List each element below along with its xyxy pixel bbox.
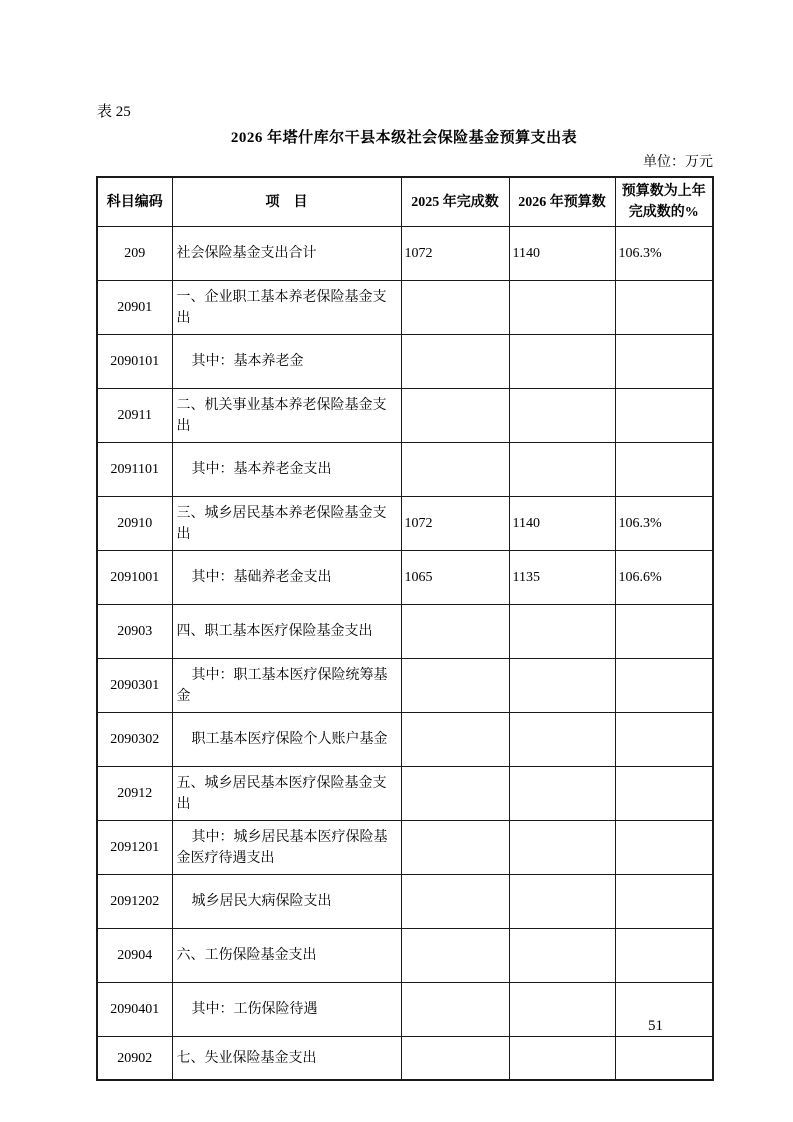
unit-label: 单位：万元 [643, 155, 713, 170]
cell-2026-value [509, 443, 615, 497]
cell-2025-value [401, 821, 509, 875]
table-row [97, 767, 713, 821]
cell-code: 2090302 [97, 713, 172, 767]
cell-item: 七、失业保险基金支出 [172, 1037, 401, 1081]
cell-item: 三、城乡居民基本养老保险基金支出 [172, 497, 401, 551]
cell-2026-value: 1135 [509, 551, 615, 605]
table-row [97, 281, 713, 335]
cell-item: 四、职工基本医疗保险基金支出 [172, 605, 401, 659]
cell-ratio-value [615, 659, 713, 713]
table-row [97, 1037, 713, 1081]
cell-ratio-value [615, 713, 713, 767]
table-row [97, 335, 713, 389]
table-row [97, 389, 713, 443]
cell-item: 六、工伤保险基金支出 [172, 929, 401, 983]
cell-2025-value [401, 335, 509, 389]
cell-item: 其中：城乡居民基本医疗保险基金医疗待遇支出 [172, 821, 401, 875]
cell-ratio-value [615, 443, 713, 497]
cell-item: 五、城乡居民基本医疗保险基金支出 [172, 767, 401, 821]
cell-item: 其中：基础养老金支出 [172, 551, 401, 605]
table-row [97, 227, 713, 281]
cell-2025-value [401, 443, 509, 497]
table-row [97, 713, 713, 767]
cell-2025-value: 1065 [401, 551, 509, 605]
cell-2025-value [401, 659, 509, 713]
cell-2026-value [509, 1037, 615, 1081]
cell-code: 20902 [97, 1037, 172, 1081]
cell-code: 2090101 [97, 335, 172, 389]
cell-2026-value [509, 605, 615, 659]
cell-ratio-value [615, 821, 713, 875]
cell-2026-value [509, 821, 615, 875]
column-header-2025: 2025 年完成数 [401, 177, 509, 227]
cell-code: 2091101 [97, 443, 172, 497]
cell-item: 社会保险基金支出合计 [172, 227, 401, 281]
header-row [97, 177, 713, 227]
cell-ratio-value [615, 929, 713, 983]
table-number-label: 表 25 [97, 104, 131, 120]
table-row [97, 929, 713, 983]
cell-2025-value [401, 875, 509, 929]
cell-2025-value [401, 983, 509, 1037]
table-body [97, 227, 713, 1081]
cell-2025-value: 1072 [401, 497, 509, 551]
cell-ratio-value [615, 767, 713, 821]
cell-code: 20912 [97, 767, 172, 821]
cell-2026-value [509, 983, 615, 1037]
column-header-ratio: 预算数为上年完成数的% [615, 177, 713, 227]
cell-item: 城乡居民大病保险支出 [172, 875, 401, 929]
table-row [97, 551, 713, 605]
cell-2025-value [401, 281, 509, 335]
cell-code: 2091201 [97, 821, 172, 875]
table-row [97, 983, 713, 1037]
cell-ratio-value [615, 1037, 713, 1081]
cell-code: 209 [97, 227, 172, 281]
cell-2026-value: 1140 [509, 227, 615, 281]
page-title: 2026 年塔什库尔干县本级社会保险基金预算支出表 [230, 130, 578, 146]
cell-2025-value [401, 713, 509, 767]
table-row [97, 875, 713, 929]
column-header-2026: 2026 年预算数 [509, 177, 615, 227]
cell-2026-value: 1140 [509, 497, 615, 551]
cell-ratio-value: 106.6% [615, 551, 713, 605]
cell-2026-value [509, 335, 615, 389]
cell-code: 2091001 [97, 551, 172, 605]
table-row [97, 497, 713, 551]
cell-item: 职工基本医疗保险个人账户基金 [172, 713, 401, 767]
cell-2026-value [509, 389, 615, 443]
table-row [97, 443, 713, 497]
cell-2026-value [509, 875, 615, 929]
column-header-item: 项 目 [172, 177, 401, 227]
budget-table [96, 176, 714, 1081]
cell-ratio-value [615, 335, 713, 389]
cell-item: 二、机关事业基本养老保险基金支出 [172, 389, 401, 443]
cell-item: 其中：基本养老金支出 [172, 443, 401, 497]
cell-2025-value [401, 1037, 509, 1081]
cell-code: 20904 [97, 929, 172, 983]
cell-ratio-value [615, 983, 713, 1037]
cell-2025-value [401, 767, 509, 821]
cell-2025-value [401, 389, 509, 443]
table-row [97, 659, 713, 713]
cell-code: 2091202 [97, 875, 172, 929]
cell-2026-value [509, 659, 615, 713]
cell-ratio-value: 106.3% [615, 227, 713, 281]
cell-code: 20911 [97, 389, 172, 443]
cell-2026-value [509, 767, 615, 821]
cell-code: 20903 [97, 605, 172, 659]
cell-ratio-value [615, 281, 713, 335]
table-row [97, 605, 713, 659]
column-header-code: 科目编码 [97, 177, 172, 227]
cell-item: 其中：工伤保险待遇 [172, 983, 401, 1037]
table-header [97, 177, 713, 227]
cell-2025-value: 1072 [401, 227, 509, 281]
cell-item: 其中：基本养老金 [172, 335, 401, 389]
cell-2025-value [401, 605, 509, 659]
page-number: 51 [648, 1018, 663, 1034]
cell-item: 一、企业职工基本养老保险基金支出 [172, 281, 401, 335]
cell-2025-value [401, 929, 509, 983]
cell-code: 20901 [97, 281, 172, 335]
cell-ratio-value [615, 875, 713, 929]
cell-2026-value [509, 281, 615, 335]
cell-ratio-value: 106.3% [615, 497, 713, 551]
cell-2026-value [509, 713, 615, 767]
cell-code: 2090401 [97, 983, 172, 1037]
cell-item: 其中：职工基本医疗保险统筹基金 [172, 659, 401, 713]
cell-ratio-value [615, 605, 713, 659]
cell-code: 20910 [97, 497, 172, 551]
cell-ratio-value [615, 389, 713, 443]
table-row [97, 821, 713, 875]
cell-code: 2090301 [97, 659, 172, 713]
cell-2026-value [509, 929, 615, 983]
